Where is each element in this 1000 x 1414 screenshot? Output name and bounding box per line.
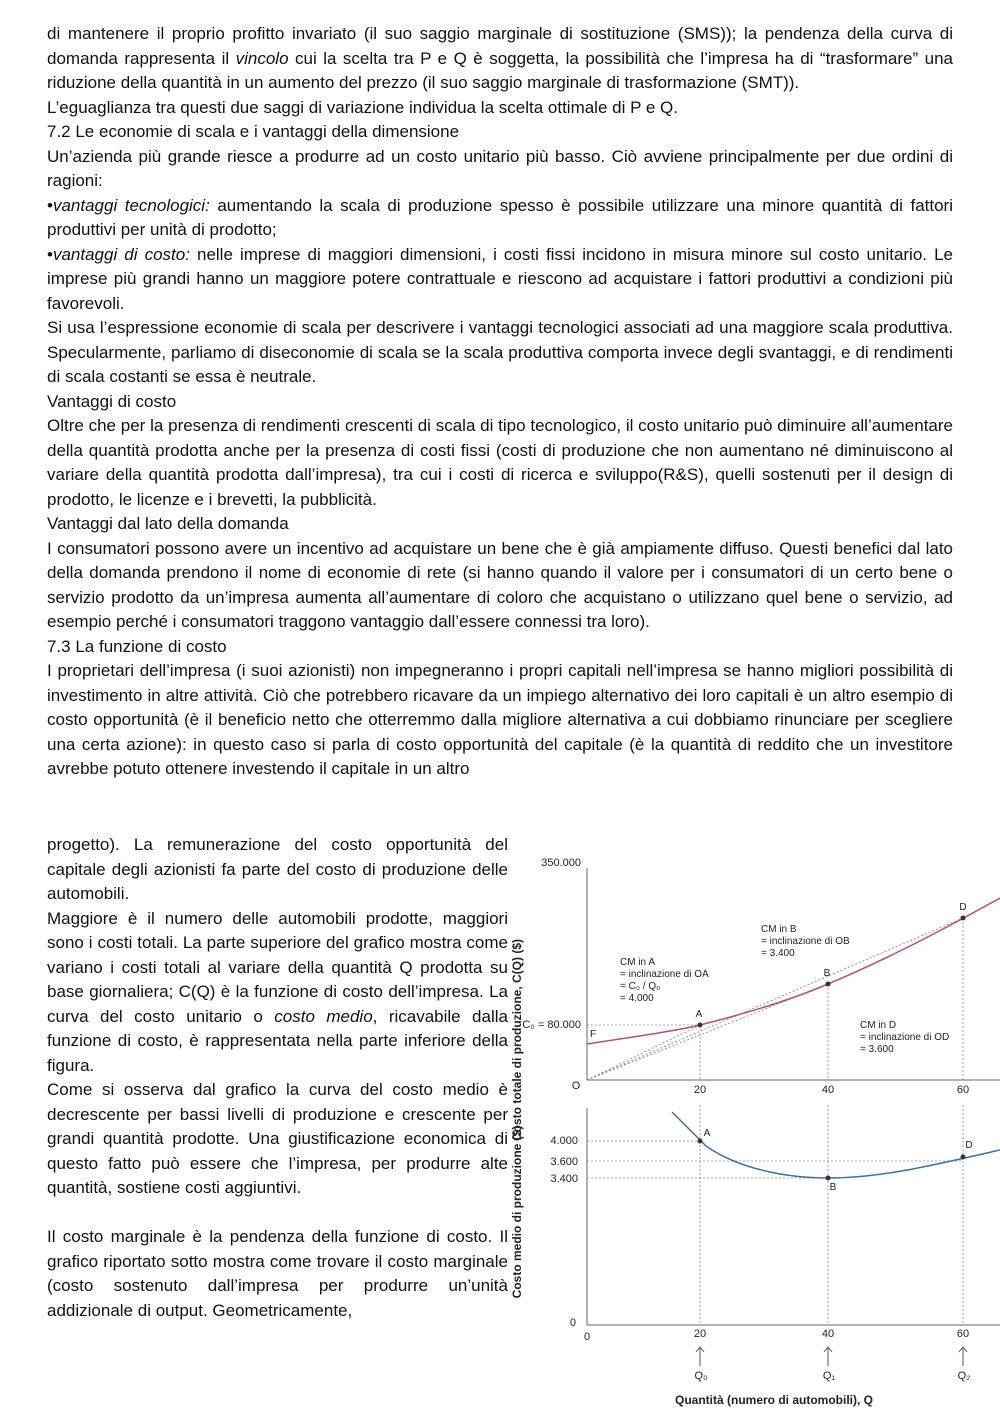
y-tick-label: 3.400 — [550, 1173, 578, 1185]
paragraph: Oltre che per la presenza di rendimenti crescenti di scala di tipo tecnologico, il costo unitario può diminuire all’aumentare della quantità prodotta anche per la presenza di costi fissi (costi di produzione che non aumentano né diminuiscono al variare della quantità prodotta dall’impresa), tra cui i costi di ricerca e sviluppo(R&S), quelli sostenuti per il design di prodotto, le licenze e i brevetti, la pubblicità. — [47, 416, 953, 509]
fixed-cost-label: F — [589, 1029, 597, 1040]
x-tick-label: 60 — [956, 1084, 970, 1096]
cost-charts-figure — [505, 840, 1000, 1414]
paragraph: Il costo marginale è la pendenza della funzione di costo. Il grafico riportato sotto mostra come trovare il costo marginale (costo sostenuto dall’impresa per produrre un’unità addizionale di output. Geometricamente, — [47, 1227, 508, 1320]
paragraph: Si usa l’espressione economie di scala per descrivere i vantaggi tecnologici associati ad una maggiore scala produttiva. Specularmente, parliamo di diseconomie di scala se la scala produttiva comporta invece degli svantaggi, e di rendimenti di scala costanti se essa è neutrale. — [47, 318, 953, 386]
average-cost-chart — [510, 1105, 1000, 1407]
paragraph: di mantenere il proprio profitto invariato (il suo saggio marginale di sostituzione (SMS)); la pendenza della curva di domanda rappresenta il vincolo cui la scelta tra P e Q è soggetta, la possibilità che l’impresa ha di “trasformare” una riduzione della quantità in un aumento del prezzo (il suo saggio marginale di trasformazione (SMT)). — [47, 24, 953, 92]
section-heading: 7.2 Le economie di scala e i vantaggi della dimensione — [47, 122, 460, 141]
bullet-item: •vantaggi di costo: nelle imprese di maggiori dimensioni, i costi fissi incidono in misura minore sul costo unitario. Le imprese più grandi hanno un maggiore potere contrattuale e riescono ad acquistare i fattori produttivi a condizioni più favorevoli. — [47, 244, 953, 313]
svg-text:CM in A: CM in A — [620, 957, 656, 968]
subheading: Vantaggi dal lato della domanda — [47, 514, 289, 533]
point-label: A — [703, 1128, 711, 1139]
point-D — [961, 1155, 966, 1160]
point-A — [698, 1139, 703, 1144]
point-label: B — [823, 968, 831, 979]
y-axis-label: Costo medio di produzione ($) — [510, 1125, 524, 1299]
svg-text:= 3.400: = 3.400 — [761, 948, 795, 959]
x-tick-label: 40 — [821, 1328, 835, 1340]
paragraph: I consumatori possono avere un incentivo ad acquistare un bene che è già ampiamente diffuso. Questi benefici dal lato della domanda prendono il nome di economie di rete (si hanno quando il valore per i consumatori di un certo bene o servizio prodotto da un’impresa aumenta all’aumentare di coloro che acquistano o utilizzano quel bene o servizio, ad esempio perché i consumatori traggono vantaggio dall’essere connessi tra loro). — [47, 538, 953, 631]
average-cost-curve — [672, 1112, 1000, 1178]
y-tick-label: 4.000 — [550, 1135, 578, 1147]
paragraph: progetto). La remunerazione del costo opportunità del capitale degli azionisti fa parte del costo di produzione delle automobili. — [47, 835, 508, 903]
origin-label: O — [571, 1080, 581, 1092]
x-axis-label: Quantità (numero di automobili), Q — [675, 1393, 873, 1407]
point-label: D — [959, 902, 967, 913]
svg-text:CM in B: CM in B — [761, 924, 797, 935]
y-tick-label: 0 — [569, 1317, 576, 1329]
svg-text:= C₀ / Q₀: = C₀ / Q₀ — [620, 981, 661, 992]
y-tick-label: C₀ = 80.000 — [522, 1019, 581, 1031]
subheading: Vantaggi di costo — [47, 391, 177, 411]
q-label: Q₀ — [694, 1370, 708, 1382]
point-B — [826, 1176, 831, 1181]
q-label: Q₁ — [822, 1370, 836, 1382]
svg-text:CM in D: CM in D — [860, 1020, 897, 1031]
point-label: D — [965, 1140, 973, 1151]
point-label: B — [829, 1182, 837, 1193]
paragraph: Un’azienda più grande riesce a produrre ad un costo unitario più basso. Ciò avviene principalmente per due ordini di ragioni: — [47, 146, 953, 190]
document-body — [47, 22, 953, 782]
annotation-A — [620, 957, 709, 1004]
paragraph: I proprietari dell’impresa (i suoi azionisti) non impegneranno i propri capitali nell’impresa se hanno migliori possibilità di investimento in altre attività. Ciò che potrebbero ricavare da un impiego alternativo dei loro capitali è un altro esempio di costo opportunità (è il beneficio netto che otterremmo dalla migliore alternativa a cui dobbiamo rinunciare per scegliere una certa azione): in questo caso si parla di costo opportunità del capitale (è la quantità di reddito che un investitore avrebbe potuto ottenere investendo il capitale in un altro — [47, 661, 953, 778]
svg-text:= inclinazione di OD: = inclinazione di OD — [860, 1032, 950, 1043]
section-heading: 7.3 La funzione di costo — [47, 636, 227, 656]
svg-text:= inclinazione di OB: = inclinazione di OB — [761, 936, 850, 947]
bullet-item: •vantaggi tecnologici: aumentando la scala di produzione spesso è possibile utilizzare una minore quantità di fattori produttivi per unità di prodotto; — [47, 195, 953, 239]
total-cost-chart — [510, 857, 1000, 1141]
point-label: A — [695, 1009, 703, 1020]
paragraph: Come si osserva dal grafico la curva del costo medio è decrescente per bassi livelli di produzione e crescente per grandi quantità prodotte. Una giustificazione economica di questo fatto può essere che l’impresa, per produrre alte quantità, sostiene costi aggiuntivi. — [47, 1080, 508, 1197]
paragraph: Maggiore è il numero delle automobili prodotte, maggiori sono i costi totali. La parte superiore del grafico mostra come variano i costi totali al variare della quantità Q prodotta su base giornaliera; C(Q) è la funzione di costo dell’impresa. La curva del costo unitario o costo medio, ricavabile dalla funzione di costo, è rappresentata nella parte inferiore della figura. — [47, 908, 508, 1075]
y-tick-label: 350.000 — [541, 857, 581, 869]
left-column-text — [47, 833, 508, 1323]
point-A — [698, 1023, 703, 1028]
q-label: Q₂ — [957, 1370, 971, 1382]
svg-text:= inclinazione di OA: = inclinazione di OA — [620, 969, 709, 980]
ray-OA — [587, 1025, 700, 1080]
annotation-D — [860, 1020, 949, 1055]
point-D — [961, 916, 966, 921]
x-tick-label: 60 — [956, 1328, 970, 1340]
y-axis-label: Costo totale di produzione, C(Q) ($) — [510, 939, 524, 1141]
q-arrow — [696, 1347, 967, 1366]
x-tick-label: 40 — [821, 1084, 835, 1096]
paragraph: L’eguaglianza tra questi due saggi di variazione individua la scelta ottimale di P e Q. — [47, 97, 678, 117]
svg-text:= 4.000: = 4.000 — [620, 993, 654, 1004]
x-tick-label: 20 — [693, 1084, 707, 1096]
x-tick-label: 0 — [583, 1331, 591, 1343]
y-tick-label: 3.600 — [550, 1156, 578, 1168]
point-B — [826, 982, 831, 987]
annotation-B — [761, 924, 850, 959]
svg-text:= 3.600: = 3.600 — [860, 1044, 894, 1055]
x-tick-label: 20 — [693, 1328, 707, 1340]
